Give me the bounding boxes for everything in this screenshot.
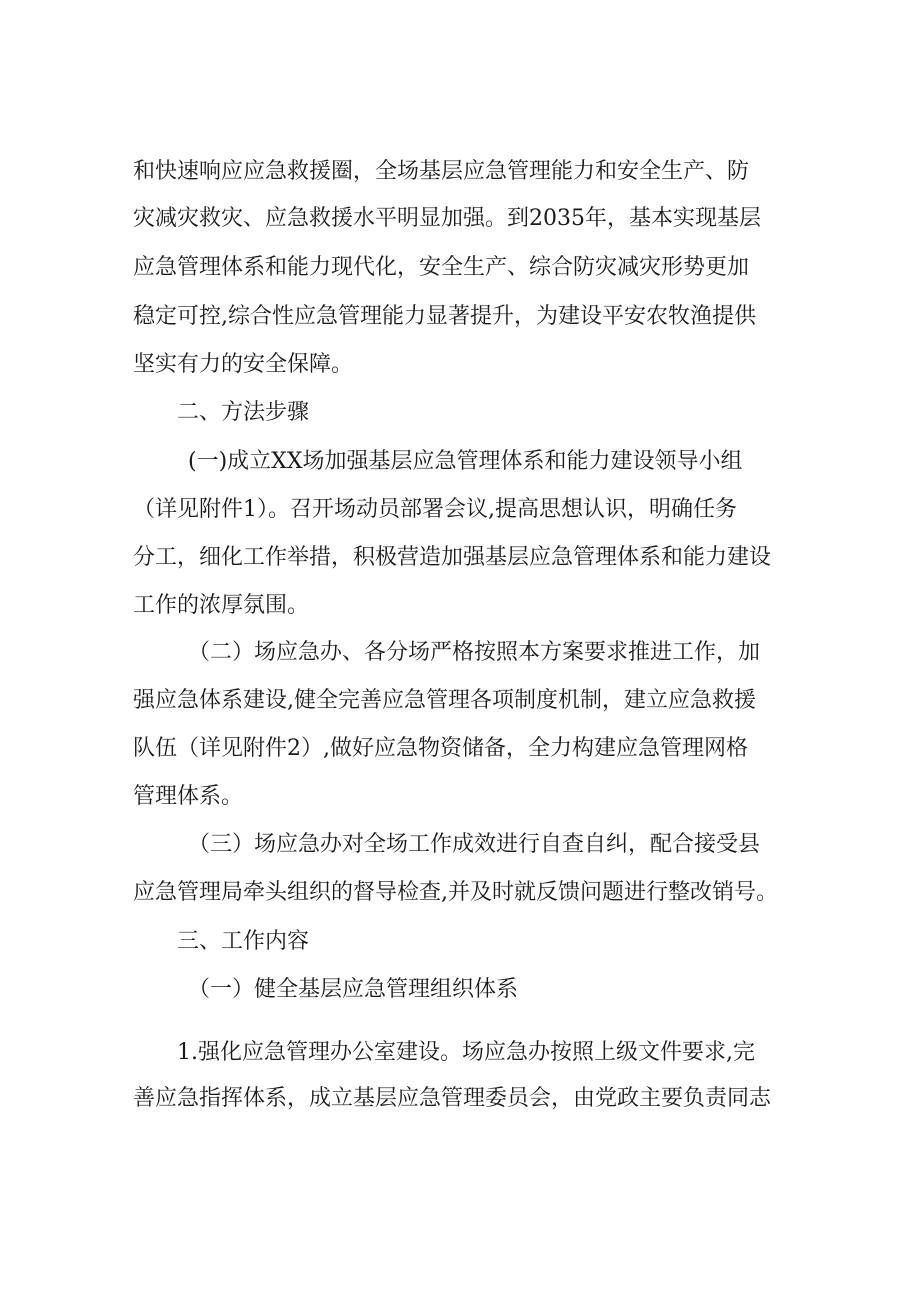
text-line-2: 灾减灾救灾、应急救援水平明显加强。到2035年，基本实现基层 bbox=[133, 206, 761, 231]
text-line-9: 分工，细化工作举措，积极营造加强基层应急管理体系和能力建设 bbox=[133, 545, 772, 570]
section-heading-2: 二、方法步骤 bbox=[177, 400, 310, 425]
text-line-16: 应急管理局牵头组织的督导检查,并及时就反馈问题进行整改销号。 bbox=[133, 880, 778, 905]
text-line-13: 队伍（详见附件2）,做好应急物资储备，全力构建应急管理网格 bbox=[133, 736, 748, 761]
text-line-1: 和快速响应应急救援圈，全场基层应急管理能力和安全生产、防 bbox=[133, 159, 750, 184]
text-line-15: （三）场应急办对全场工作成效进行自查自纠，配合接受县 bbox=[188, 832, 761, 857]
subsection-heading-1: （一）健全基层应急管理组织体系 bbox=[188, 977, 519, 1002]
text-line-11: （二）场应急办、各分场严格按照本方案要求推进工作，加 bbox=[188, 640, 761, 665]
text-line-20: 善应急指挥体系，成立基层应急管理委员会，由党政主要负责同志 bbox=[133, 1086, 772, 1111]
section-heading-3: 三、工作内容 bbox=[177, 929, 310, 954]
text-line-14: 管理体系。 bbox=[133, 784, 244, 809]
text-line-8: （详见附件1）。召开场动员部署会议,提高思想认识，明确任务 bbox=[133, 497, 737, 522]
text-line-19: 1.强化应急管理办公室建设。场应急办按照上级文件要求,完 bbox=[177, 1040, 755, 1065]
text-line-3: 应急管理体系和能力现代化，安全生产、综合防灾减灾形势更加 bbox=[133, 255, 750, 280]
text-line-7: (一)成立XX场加强基层应急管理体系和能力建设领导小组 bbox=[188, 449, 743, 474]
text-line-12: 强应急体系建设,健全完善应急管理各项制度机制，建立应急救援 bbox=[133, 688, 756, 713]
text-line-4: 稳定可控,综合性应急管理能力显著提升，为建设平安农牧渔提供 bbox=[133, 304, 756, 329]
text-line-5: 坚实有力的安全保障。 bbox=[133, 352, 354, 377]
text-line-10: 工作的浓厚氛围。 bbox=[133, 593, 310, 618]
